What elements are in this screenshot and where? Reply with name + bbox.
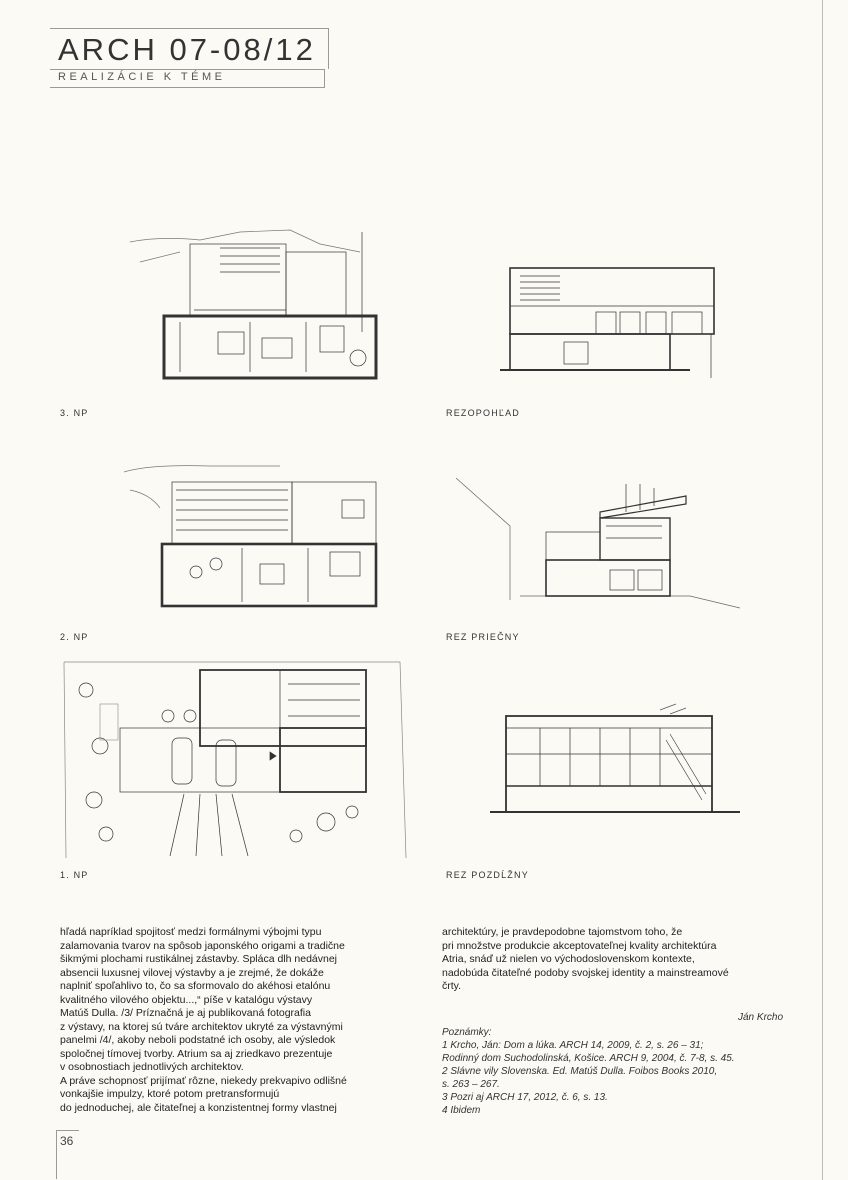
text-line: hľadá napríklad spojitosť medzi formálnymi výbojmi typu: [60, 926, 322, 938]
page-number: 36: [60, 1134, 74, 1148]
text-line: Atria, snáď už nielen vo východoslovenskom kontexte,: [442, 953, 695, 965]
footnote-line: 4 Ibidem: [442, 1105, 481, 1116]
section-subtitle: REALIZÁCIE K TÉME: [58, 71, 226, 83]
footnotes-heading: Poznámky:: [442, 1027, 492, 1038]
caption-long-section: REZ POZDĹŽNY: [446, 870, 529, 880]
magazine-title: ARCH 07-08/12: [58, 32, 316, 67]
text-line: z výstavy, na ktorej sú tváre architektov ukryté za výstavnými: [60, 1020, 343, 1033]
text-line: kvalitného vilového objektu...,“ píše v katalógu výstavy: [60, 993, 313, 1006]
floor-plan-3np: [120, 222, 410, 384]
text-line: vonkajšie impulzy, ktoré potom pretransformujú: [60, 1088, 280, 1100]
long-section-drawing: [490, 700, 740, 824]
text-line: šikmými plochami rustikálnej zástavby. Spláca dlh nedávnej: [60, 953, 338, 965]
text-line: Matúš Dulla. /3/ Príznačná je aj publikovaná fotografia: [60, 1007, 311, 1019]
article-column-right: [442, 926, 812, 994]
elevation-drawing: [500, 262, 730, 384]
text-line: absencii luxusnej vilovej výstavby a je zrejmé, že dokáže: [60, 966, 324, 979]
text-line: spoločnej tímovej tvorby. Atrium sa aj zriedkavo prezentuje: [60, 1047, 333, 1060]
text-line: architektúry, je pravdepodobne tajomstvom toho, že: [442, 926, 683, 938]
text-line: panelmi /4/, akoby neboli podstatné ich osoby, ale výsledok: [60, 1034, 336, 1046]
caption-3np: 3. NP: [60, 408, 89, 418]
footnote-line: 2 Slávne vily Slovenska. Ed. Matúš Dulla. Foibos Books 2010,: [442, 1066, 718, 1077]
footnote-line: 3 Pozri aj ARCH 17, 2012, č. 6, s. 13.: [442, 1092, 608, 1103]
article-author: Ján Krcho: [738, 1012, 784, 1023]
text-line: v osobnostiach jednotlivých architektov.: [60, 1061, 244, 1073]
footnote-line: 1 Krcho, Ján: Dom a lúka. ARCH 14, 2009, č. 2, s. 26 – 31;: [442, 1040, 704, 1051]
text-line: A práve schopnosť prijímať rôzne, niekedy prekvapivo odlišné: [60, 1074, 347, 1087]
floor-plan-1np: [60, 660, 410, 860]
footnotes: [442, 1026, 802, 1117]
footnote-line: s. 263 – 267.: [442, 1079, 500, 1090]
caption-1np: 1. NP: [60, 870, 89, 880]
caption-2np: 2. NP: [60, 632, 89, 642]
text-line: zalamovania tvarov na spôsob japonského origami a tradične: [60, 939, 345, 952]
caption-cross-section: REZ PRIEČNY: [446, 632, 520, 642]
cross-section-drawing: [450, 476, 740, 612]
text-line: do jednoduchej, ale čitateľnej a konzistentnej formy vlastnej: [60, 1101, 337, 1114]
footnote-line: Rodinný dom Suchodolinská, Košice. ARCH 9, 2004, č. 7-8, s. 45.: [442, 1053, 735, 1064]
caption-elevation: REZOPOHĽAD: [446, 408, 521, 418]
article-column-left: [60, 926, 410, 1115]
text-line: črty.: [442, 980, 462, 992]
text-line: nadobúda čitateľné podoby svojskej identity a mainstreamové: [442, 966, 729, 979]
page-edge-rule: [822, 0, 823, 1180]
text-line: naplniť spoľahlivo to, čo sa sformovalo do akéhosi etalónu: [60, 980, 331, 992]
text-line: pri množstve produkcie akceptovateľnej kvality architektúra: [442, 939, 717, 952]
floor-plan-2np: [120, 460, 410, 612]
